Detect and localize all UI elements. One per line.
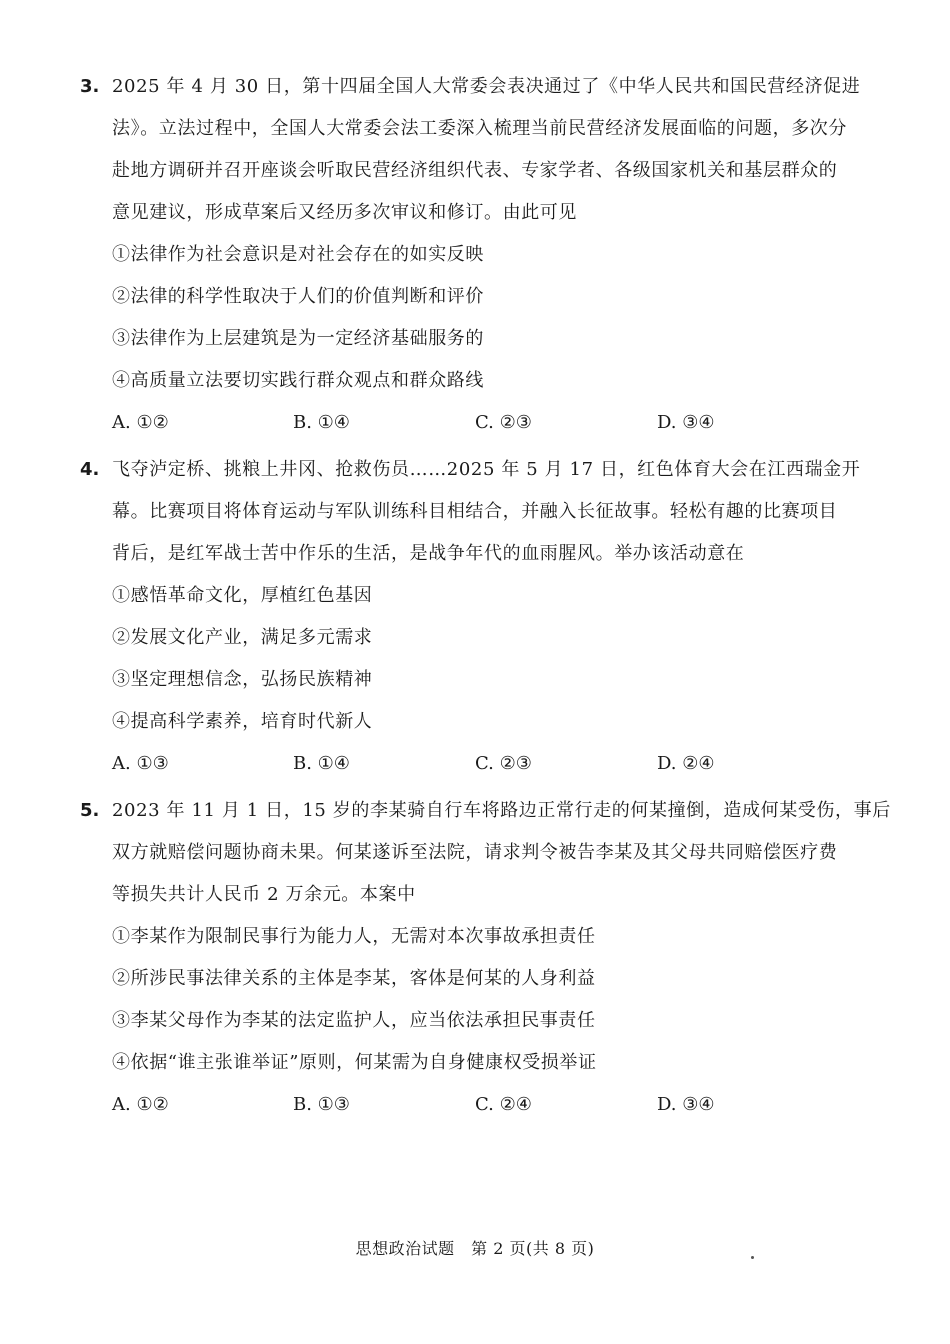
statement-3: ③李某父母作为李某的法定监护人，应当依法承担民事责任 — [112, 1010, 596, 1031]
question-5 — [80, 790, 891, 1126]
stem-line: 等损失共计人民币 2 万余元。本案中 — [112, 884, 416, 905]
stem-line: 2023 年 11 月 1 日，15 岁的李某骑自行车将路边正常行走的何某撞倒，造成何某受伤，事后 — [112, 800, 891, 821]
choice-d: D. ③④ — [657, 1094, 715, 1115]
question-number: 4. — [80, 459, 100, 480]
statement-4: ④提高科学素养，培育时代新人 — [112, 711, 373, 732]
choice-c: C. ②④ — [475, 1094, 532, 1115]
choice-c: C. ②③ — [475, 753, 532, 774]
scan-speck — [751, 1256, 754, 1259]
stem-line: 飞夺泸定桥、挑粮上井冈、抢救伤员……2025 年 5 月 17 日，红色体育大会在江西瑞金开 — [112, 459, 861, 480]
statement-4: ④高质量立法要切实践行群众观点和群众路线 — [112, 370, 484, 391]
statement-4: ④依据“谁主张谁举证”原则，何某需为自身健康权受损举证 — [112, 1052, 597, 1073]
choice-c: C. ②③ — [475, 412, 532, 433]
statement-3: ③法律作为上层建筑是为一定经济基础服务的 — [112, 328, 484, 349]
question-stem — [112, 449, 860, 575]
stem-line: 赴地方调研并召开座谈会听取民营经济组织代表、专家学者、各级国家机关和基层群众的 — [112, 160, 838, 181]
choice-a: A. ①② — [112, 412, 169, 433]
choice-a: A. ①③ — [112, 753, 169, 774]
choice-d: D. ③④ — [657, 412, 715, 433]
question-3 — [80, 66, 860, 444]
statement-2: ②法律的科学性取决于人们的价值判断和评价 — [112, 286, 484, 307]
statement-2: ②发展文化产业，满足多元需求 — [112, 627, 373, 648]
stem-line: 背后，是红军战士苦中作乐的生活，是战争年代的血雨腥风。举办该活动意在 — [112, 543, 745, 564]
page-footer: 思想政治试题 第 2 页(共 8 页) — [355, 1239, 595, 1258]
stem-line: 双方就赔偿问题协商未果。何某遂诉至法院，请求判令被告李某及其父母共同赔偿医疗费 — [112, 842, 838, 863]
statement-1: ①李某作为限制民事行为能力人，无需对本次事故承担责任 — [112, 926, 596, 947]
answer-choices — [112, 402, 860, 444]
stem-line: 意见建议，形成草案后又经历多次审议和修订。由此可见 — [112, 202, 577, 223]
answer-choices — [112, 743, 860, 785]
stem-line: 法》。立法过程中，全国人大常委会法工委深入梳理当前民营经济发展面临的问题，多次分 — [112, 118, 847, 139]
stem-line: 2025 年 4 月 30 日，第十四届全国人大常委会表决通过了《中华人民共和国民营经济促进 — [112, 76, 861, 97]
answer-choices — [112, 1084, 860, 1126]
choice-d: D. ②④ — [657, 753, 715, 774]
question-number: 3. — [80, 76, 100, 97]
statement-2: ②所涉民事法律关系的主体是李某，客体是何某的人身利益 — [112, 968, 596, 989]
statement-3: ③坚定理想信念，弘扬民族精神 — [112, 669, 373, 690]
statement-1: ①法律作为社会意识是对社会存在的如实反映 — [112, 244, 484, 265]
choice-b: B. ①④ — [293, 753, 350, 774]
choice-b: B. ①③ — [293, 1094, 350, 1115]
choice-b: B. ①④ — [293, 412, 350, 433]
question-4 — [80, 449, 860, 785]
choice-a: A. ①② — [112, 1094, 169, 1115]
question-stem — [112, 66, 860, 234]
stem-line: 幕。比赛项目将体育运动与军队训练科目相结合，并融入长征故事。轻松有趣的比赛项目 — [112, 501, 838, 522]
statement-1: ①感悟革命文化，厚植红色基因 — [112, 585, 373, 606]
question-stem — [112, 790, 891, 916]
question-number: 5. — [80, 800, 100, 821]
